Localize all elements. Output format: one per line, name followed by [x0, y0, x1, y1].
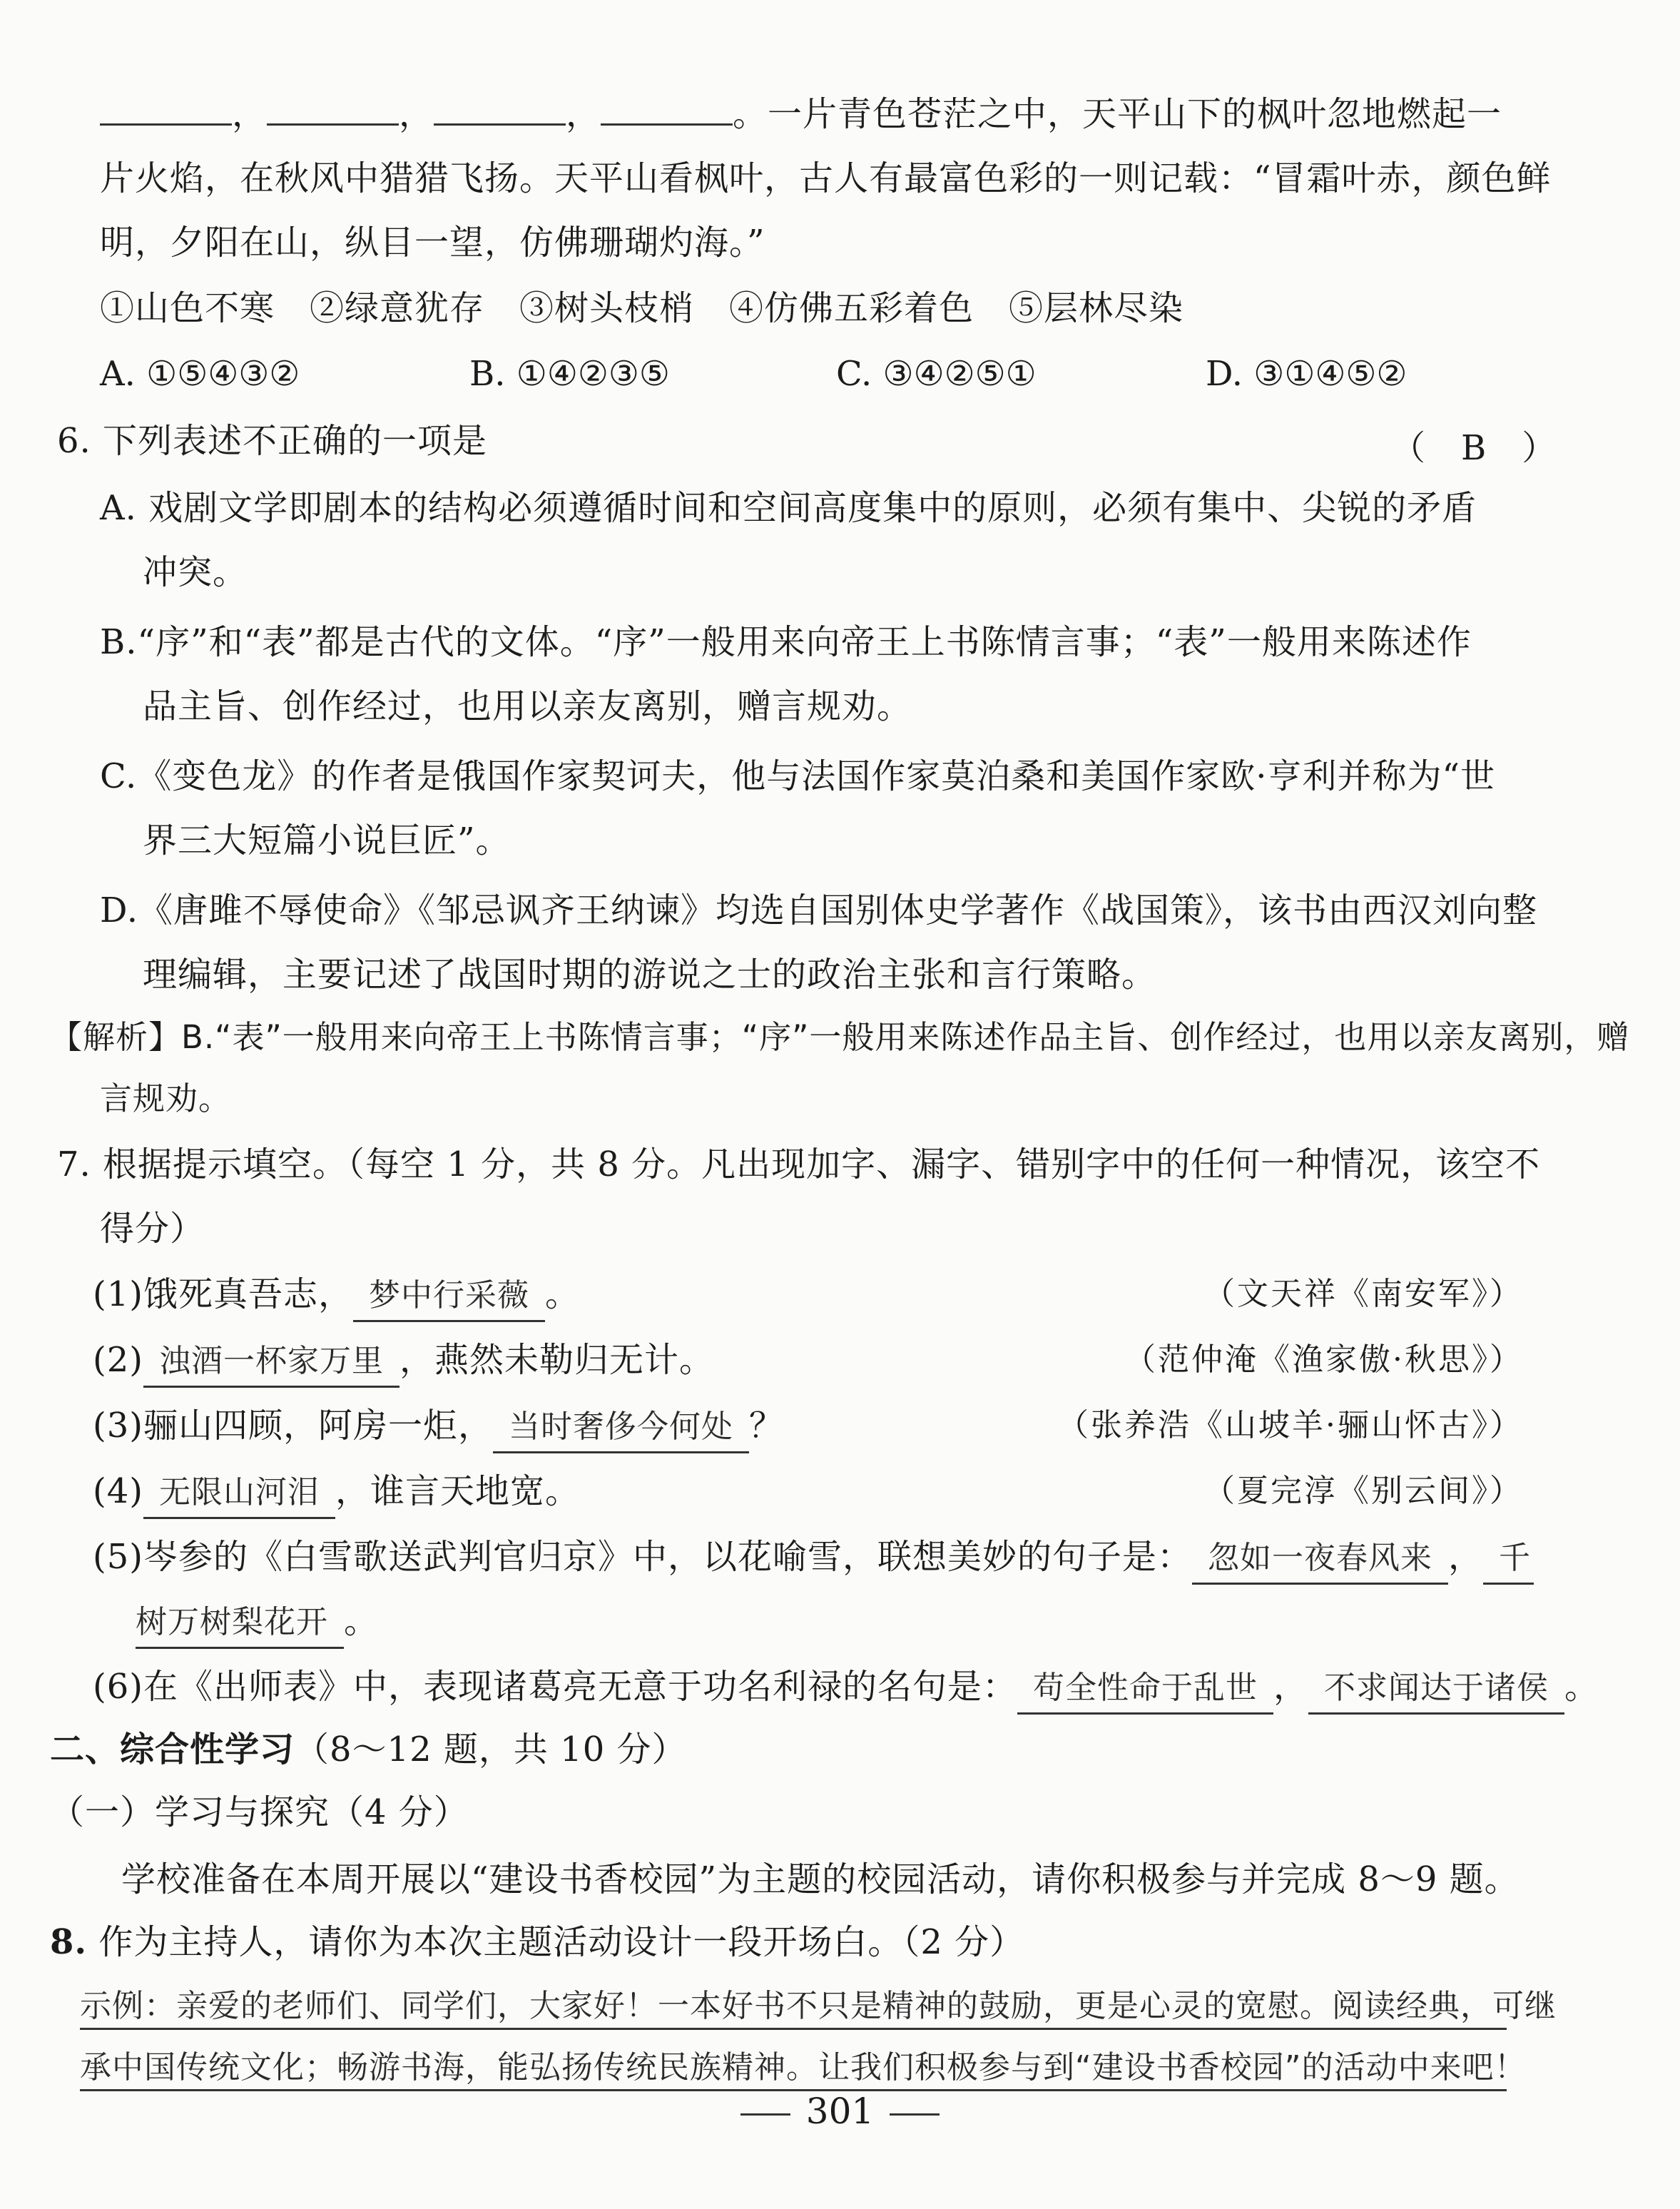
- answer-3: 当时奢侈今何处: [493, 1404, 749, 1453]
- blank-4: [601, 96, 733, 126]
- answer-2: 浊酒一杯家万里: [143, 1339, 399, 1388]
- q8-answer-line1: 示例：亲爱的老师们、同学们，大家好！一本好书不只是精神的鼓励，更是心灵的宽慰。阅读经典，可继: [80, 1985, 1507, 2030]
- q5-option-a: A. ①⑤④③②: [100, 354, 300, 394]
- q5-line3: 明，夕阳在山，纵目一望，仿佛珊瑚灼海。”: [100, 223, 765, 263]
- blank-3: [434, 96, 566, 126]
- footer-dash-left: [740, 2113, 790, 2116]
- footer-dash-right: [890, 2113, 940, 2116]
- q6-analysis-line2: 言规劝。: [100, 1080, 232, 1117]
- answer-4: 无限山河泪: [143, 1470, 335, 1519]
- section-2-intro: 学校准备在本周开展以“建设书香校园”为主题的校园活动，请你积极参与并完成 8～9 题。: [121, 1859, 1519, 1899]
- answer-1: 梦中行采薇: [353, 1273, 545, 1322]
- q6-analysis-line1: 【解析】B.“表”一般用来向帝王上书陈情言事；“序”一般用来陈述作品主旨、创作经过，也用以亲友离别，赠: [50, 1018, 1630, 1056]
- q6-option-b-line2: 品主旨、创作经过，也用以亲友离别，赠言规劝。: [143, 686, 912, 726]
- q6-option-c-line2: 界三大短篇小说巨匠”。: [143, 821, 511, 860]
- q7-source-3: （张养浩《山坡羊·骊山怀古》）: [1057, 1407, 1523, 1443]
- q8-stem: 8. 作为主持人，请你为本次主题活动设计一段开场白。（2 分）: [50, 1922, 1025, 1962]
- q7-stem-line1: 7. 根据提示填空。（每空 1 分，共 8 分。凡出现加字、漏字、错别字中的任何一种情况，该空不: [57, 1144, 1541, 1184]
- q7-item-4: (4) 无限山河泪 ，谁言天地宽。: [93, 1468, 580, 1519]
- answer-5b: 树万树梨花开: [136, 1600, 344, 1649]
- subsection-title: （一）学习与探究（4 分）: [50, 1792, 469, 1832]
- blank-2: [267, 96, 399, 126]
- page-number-footer: [0, 2091, 1680, 2132]
- q7-item-2: (2) 浊酒一杯家万里 ，燕然未勒归无计。: [93, 1337, 714, 1388]
- q6-option-c-line1: C.《变色龙》的作者是俄国作家契诃夫，他与法国作家莫泊桑和美国作家欧·亨利并称为“世: [100, 756, 1496, 796]
- answer-6a: 苟全性命于乱世: [1017, 1665, 1273, 1715]
- blank-1: [100, 96, 232, 126]
- q7-item-3: (3)骊山四顾，阿房一炬， 当时奢侈今何处 ？: [93, 1403, 784, 1453]
- q7-item-6: (6)在《出师表》中，表现诸葛亮无意于功名利禄的名句是： 苟全性命于乱世 ， 不求闻达于诸侯 。: [93, 1664, 1599, 1715]
- answer-6b: 不求闻达于诸侯: [1308, 1665, 1564, 1715]
- answer-5b-start: 千: [1483, 1535, 1534, 1585]
- q7-source-2: （范仲淹《渔家傲·秋思》）: [1124, 1341, 1523, 1378]
- q7-item-1: (1)饿死真吾志， 梦中行采薇 。: [93, 1271, 580, 1322]
- q6-option-d-line1: D.《唐雎不辱使命》《邹忌讽齐王纳谏》均选自国别体史学著作《战国策》，该书由西汉刘向整: [100, 890, 1538, 930]
- page-number: 301: [805, 2091, 875, 2132]
- q5-option-b: B. ①④②③⑤: [469, 354, 670, 394]
- q7-item-5-cont: 树万树梨花开 。: [136, 1598, 379, 1649]
- q7-item-5: (5)岑参的《白雪歌送武判官归京》中，以花喻雪，联想美妙的句子是： 忽如一夜春风来 ， 千: [93, 1534, 1534, 1585]
- q6-option-b-line1: B.“序”和“表”都是古代的文体。“序”一般用来向帝王上书陈情言事；“表”一般用来陈述作: [100, 622, 1472, 662]
- q7-source-1: （文天祥《南安军》）: [1203, 1276, 1523, 1312]
- q5-option-d: D. ③①④⑤②: [1206, 354, 1407, 394]
- q8-answer-line2: 承中国传统文化；畅游书海，能弘扬传统民族精神。让我们积极参与到“建设书香校园”的活动中来吧！: [80, 2046, 1507, 2091]
- q6-option-a-line1: A. 戏剧文学即剧本的结构必须遵循时间和空间高度集中的原则，必须有集中、尖锐的矛盾: [100, 488, 1477, 528]
- section-2-title: 二、综合性学习: [50, 1730, 295, 1769]
- section-2-heading: 二、综合性学习（8～12 题，共 10 分）: [50, 1730, 687, 1769]
- q5-items: ①山色不寒 ②绿意犹存 ③树头枝梢 ④仿佛五彩着色 ⑤层林尽染: [100, 288, 1184, 328]
- q5-line2: 片火焰，在秋风中猎猎飞扬。天平山看枫叶，古人有最富色彩的一则记载：“冒霜叶赤，颜色鲜: [100, 158, 1552, 198]
- q6-option-a-line2: 冲突。: [143, 552, 248, 592]
- q6-answer: （ B ）: [1391, 428, 1557, 468]
- q7-stem-line2: 得分）: [100, 1209, 205, 1249]
- q7-source-4: （夏完淳《别云间》）: [1203, 1473, 1523, 1509]
- q5-line1: ， ， ， 。一片青色苍茫之中，天平山下的枫叶忽地燃起一: [100, 91, 1502, 137]
- q8-number: 8.: [50, 1922, 88, 1962]
- answer-5a: 忽如一夜春风来: [1192, 1535, 1448, 1585]
- q5-option-c: C. ③④②⑤①: [836, 354, 1037, 394]
- q6-option-d-line2: 理编辑，主要记述了战国时期的游说之士的政治主张和言行策略。: [143, 955, 1157, 995]
- q6-stem: 6. 下列表述不正确的一项是: [57, 421, 488, 461]
- q5-line1-text: 。一片青色苍茫之中，天平山下的枫叶忽地燃起一: [733, 94, 1502, 134]
